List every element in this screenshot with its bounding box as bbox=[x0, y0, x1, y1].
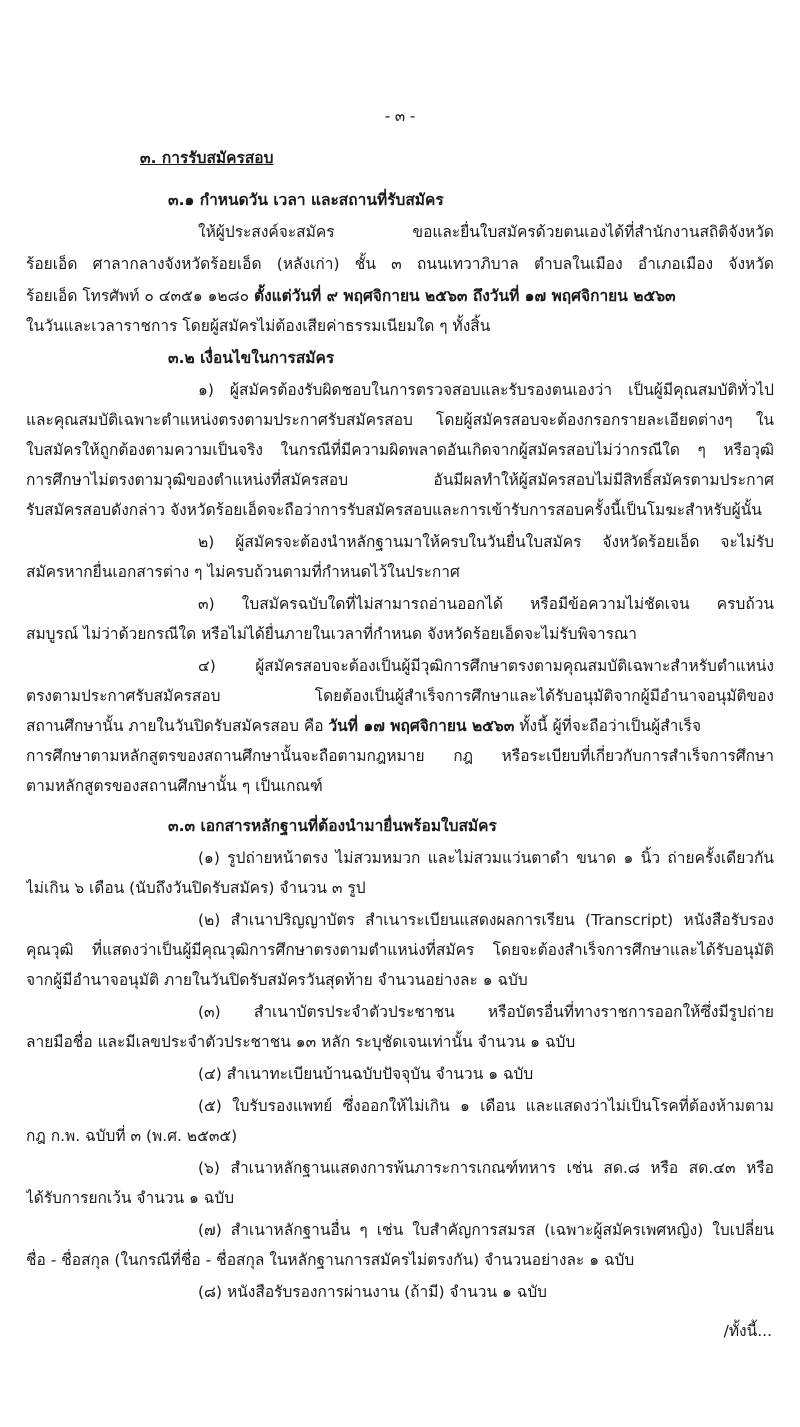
s32-heading: ๓.๒ เงื่อนไขในการสมัคร bbox=[168, 349, 335, 367]
s33-item-6: (๖) สำเนาหลักฐานแสดงการพ้นภาระการเกณฑ์ทหาร เช่น สด.๘ หรือ สด.๔๓ หรือ bbox=[198, 1159, 774, 1177]
s32-p4-line: ตามหลักสูตรของสถานศึกษานั้น ๆ เป็นเกณฑ์ bbox=[26, 777, 323, 795]
s33-item-6: ได้รับการยกเว้น จำนวน ๑ ฉบับ bbox=[26, 1189, 235, 1207]
s32-p1-line: ใบสมัครให้ถูกต้องตามความเป็นจริง ในกรณีที่มีความผิดพลาดอันเกิดจากผู้สมัครสอบไม่ว่ากรณีใด ๆ หรือวุฒิ bbox=[26, 441, 774, 459]
page-number: - ๓ - bbox=[384, 107, 416, 125]
s33-item-2: คุณวุฒิ ที่แสดงว่าเป็นผู้มีคุณวุฒิการศึกษาตรงตามตำแหน่งที่สมัคร โดยจะต้องสำเร็จการศึกษาและได้รับอนุมัติ bbox=[26, 941, 774, 959]
s31-line-1: ให้ผู้ประสงค์จะสมัคร ขอและยื่นใบสมัครด้วยตนเองได้ที่สำนักงานสถิติจังหวัด bbox=[198, 223, 774, 241]
s32-p3-line: ๓) ใบสมัครฉบับใดที่ไม่สามารถอ่านออกได้ หรือมีข้อความไม่ชัดเจน ครบถ้วน bbox=[198, 595, 774, 613]
s31-phone: ร้อยเอ็ด โทรศัพท์ ๐ ๔๓๕๑ ๑๒๘๐ bbox=[26, 287, 254, 305]
s33-item-3: (๓) สำเนาบัตรประจำตัวประชาชน หรือบัตรอื่นที่ทางราชการออกให้ซึ่งมีรูปถ่าย bbox=[198, 1003, 774, 1021]
s33-item-5: กฎ ก.พ. ฉบับที่ ๓ (พ.ศ. ๒๕๓๕) bbox=[26, 1127, 238, 1145]
s31-line-4: ในวันและเวลาราชการ โดยผู้สมัครไม่ต้องเสียค่าธรรมเนียมใด ๆ ทั้งสิ้น bbox=[26, 317, 491, 335]
s33-item-5: (๕) ใบรับรองแพทย์ ซึ่งออกให้ไม่เกิน ๑ เดือน และแสดงว่าไม่เป็นโรคที่ต้องห้ามตาม bbox=[198, 1097, 774, 1115]
s32-p4-deadline: วันที่ ๑๗ พฤศจิกายน ๒๕๖๓ bbox=[328, 717, 515, 735]
s32-p2-line: สมัครหากยื่นเอกสารต่าง ๆ ไม่ครบถ้วนตามที่กำหนดไว้ในประกาศ bbox=[26, 563, 460, 581]
s32-p4-text: สถานศึกษานั้น ภายในวันปิดรับสมัครสอบ คือ bbox=[26, 717, 329, 735]
s33-item-1: (๑) รูปถ่ายหน้าตรง ไม่สวมหมวก และไม่สวมแว่นตาดำ ขนาด ๑ นิ้ว ถ่ายครั้งเดียวกัน bbox=[198, 849, 774, 867]
s33-item-7: ชื่อ - ชื่อสกุล (ในกรณีที่ชื่อ - ชื่อสกุล ในหลักฐานการสมัครไม่ตรงกัน) จำนวนอย่างละ ๑ ฉบับ bbox=[26, 1251, 635, 1269]
s32-p3-line: สมบูรณ์ ไม่ว่าด้วยกรณีใด หรือไม่ได้ยื่นภายในเวลาที่กำหนด จังหวัดร้อยเอ็ดจะไม่รับพิจารณา bbox=[26, 625, 637, 643]
s32-p4-line: การศึกษาตามหลักสูตรของสถานศึกษานั้นจะถือตามกฎหมาย กฎ หรือระเบียบที่เกี่ยวกับการสำเร็จการศึกษา bbox=[26, 747, 774, 765]
s32-p4-line: ตรงตามประกาศรับสมัครสอบ โดยต้องเป็นผู้สำเร็จการศึกษาและได้รับอนุมัติจากผู้มีอำนาจอนุมัติของ bbox=[26, 687, 774, 705]
s33-item-3: ลายมือชื่อ และมีเลขประจำตัวประชาชน ๑๓ หลัก ระบุชัดเจนเท่านั้น จำนวน ๑ ฉบับ bbox=[26, 1033, 576, 1051]
s33-item-4: (๔) สำเนาทะเบียนบ้านฉบับปัจจุบัน จำนวน ๑ ฉบับ bbox=[198, 1065, 534, 1083]
s33-item-8: (๘) หนังสือรับรองการผ่านงาน (ถ้ามี) จำนวน ๑ ฉบับ bbox=[198, 1283, 548, 1301]
s33-item-2: (๒) สำเนาปริญญาบัตร สำเนาระเบียนแสดงผลการเรียน (Transcript) หนังสือรับรอง bbox=[198, 911, 774, 929]
section-title: ๓. การรับสมัครสอบ bbox=[140, 149, 274, 167]
s33-item-1: ไม่เกิน ๖ เดือน (นับถึงวันปิดรับสมัคร) จำนวน ๓ รูป bbox=[26, 879, 366, 897]
s33-item-2: จากผู้มีอำนาจอนุมัติ ภายในวันปิดรับสมัครวันสุดท้าย จำนวนอย่างละ ๑ ฉบับ bbox=[26, 971, 528, 989]
s32-p2-line: ๒) ผู้สมัครจะต้องนำหลักฐานมาให้ครบในวันยื่นใบสมัคร จังหวัดร้อยเอ็ด จะไม่รับ bbox=[198, 533, 774, 551]
continuation-mark: /ทั้งนี้... bbox=[723, 1322, 772, 1340]
s31-line-2: ร้อยเอ็ด ศาลากลางจังหวัดร้อยเอ็ด (หลังเก่า) ชั้น ๓ ถนนเทวาภิบาล ตำบลในเมือง อำเภอเมือง จังหวัด bbox=[26, 255, 774, 273]
s31-line-3 bbox=[26, 282, 774, 310]
s32-p4-line: ๔) ผู้สมัครสอบจะต้องเป็นผู้มีวุฒิการศึกษาตรงตามคุณสมบัติเฉพาะสำหรับตำแหน่ง bbox=[198, 657, 774, 675]
s32-p1-line: และคุณสมบัติเฉพาะตำแหน่งตรงตามประกาศรับสมัครสอบ โดยผู้สมัครสอบจะต้องกรอกรายละเอียดต่างๆ ใน bbox=[26, 411, 774, 429]
s31-heading: ๓.๑ กำหนดวัน เวลา และสถานที่รับสมัคร bbox=[168, 191, 444, 209]
s32-p1-line: รับสมัครสอบดังกล่าว จังหวัดร้อยเอ็ดจะถือว่าการรับสมัครสอบและการเข้ารับการสอบครั้งนี้เป็นโมฆะสำหรับผู้นั้น bbox=[26, 501, 762, 519]
s33-heading: ๓.๓ เอกสารหลักฐานที่ต้องนำมายื่นพร้อมใบสมัคร bbox=[168, 817, 497, 835]
s32-p4-text: ทั้งนี้ ผู้ที่จะถือว่าเป็นผู้สำเร็จ bbox=[514, 717, 702, 735]
s33-item-7: (๗) สำเนาหลักฐานอื่น ๆ เช่น ใบสำคัญการสมรส (เฉพาะผู้สมัครเพศหญิง) ใบเปลี่ยน bbox=[198, 1221, 774, 1239]
s32-p1-line: ๑) ผู้สมัครต้องรับผิดชอบในการตรวจสอบและรับรองตนเองว่า เป็นผู้มีคุณสมบัติทั่วไป bbox=[198, 381, 774, 399]
s31-dates: ตั้งแต่วันที่ ๙ พฤศจิกายน ๒๕๖๓ ถึงวันที่ ๑๗ พฤศจิกายน ๒๕๖๓ bbox=[254, 287, 676, 305]
s32-p4-line bbox=[26, 712, 774, 740]
s32-p1-line: การศึกษาไม่ตรงตามวุฒิของตำแหน่งที่สมัครสอบ อันมีผลทำให้ผู้สมัครสอบไม่มีสิทธิ์สมัครตามประกาศ bbox=[26, 471, 774, 489]
